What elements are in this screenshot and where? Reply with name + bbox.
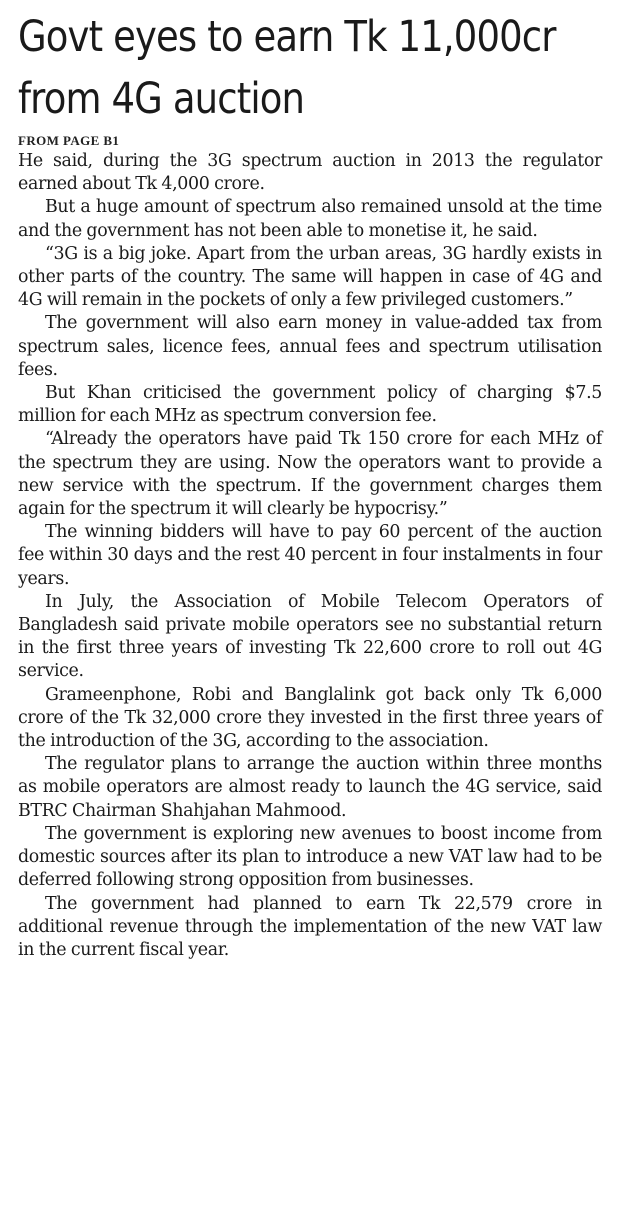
paragraph: “3G is a big joke. Apart from the urban areas, 3G hardly exists in other parts of the country. The same will happen in case of 4G and 4G will remain in the pockets of only a few privileged customers.”: [18, 243, 602, 311]
paragraph: The government is exploring new avenues to boost income from domestic sources after its plan to introduce a new VAT law had to be deferred following strong opposition from businesses.: [18, 823, 602, 891]
paragraph: But a huge amount of spectrum also remained unsold at the time and the government has not been able to monetise it, he said.: [18, 197, 602, 241]
paragraph: In July, the Association of Mobile Telecom Operators of Bangladesh said private mobile operators see no substantial return in the first three years of investing Tk 22,600 crore to roll out 4G service.: [18, 591, 602, 682]
article-body: [18, 150, 602, 962]
paragraph: Grameenphone, Robi and Banglalink got back only Tk 6,000 crore of the Tk 32,000 crore they invested in the first three years of the introduction of the 3G, according to the association.: [18, 684, 602, 752]
paragraph: The regulator plans to arrange the auction within three months as mobile operators are almost ready to launch the 4G service, said BTRC Chairman Shahjahan Mahmood.: [18, 754, 602, 821]
paragraph: “Already the operators have paid Tk 150 crore for each MHz of the spectrum they are using. Now the operators want to provide a new service with the spectrum. If the government charges them again for the spectrum it will clearly be hypocrisy.”: [18, 429, 602, 520]
paragraph: The government will also earn money in value-added tax from spectrum sales, licence fees, annual fees and spectrum utilisation fees.: [18, 313, 602, 380]
headline: Govt eyes to earn Tk 11,000cr from 4G auction: [18, 12, 556, 124]
paragraph: But Khan criticised the government policy of charging $7.5 million for each MHz as spectrum conversion fee.: [18, 383, 602, 427]
paragraph: The winning bidders will have to pay 60 percent of the auction fee within 30 days and the rest 40 percent in four instalments in four years.: [18, 522, 602, 589]
paragraph: He said, during the 3G spectrum auction in 2013 the regulator earned about Tk 4,000 crore.: [18, 151, 602, 195]
jump-label: FROM PAGE B1: [18, 133, 120, 148]
paragraph: The government had planned to earn Tk 22,579 crore in additional revenue through the implementation of the new VAT law in the current fiscal year.: [18, 893, 602, 960]
